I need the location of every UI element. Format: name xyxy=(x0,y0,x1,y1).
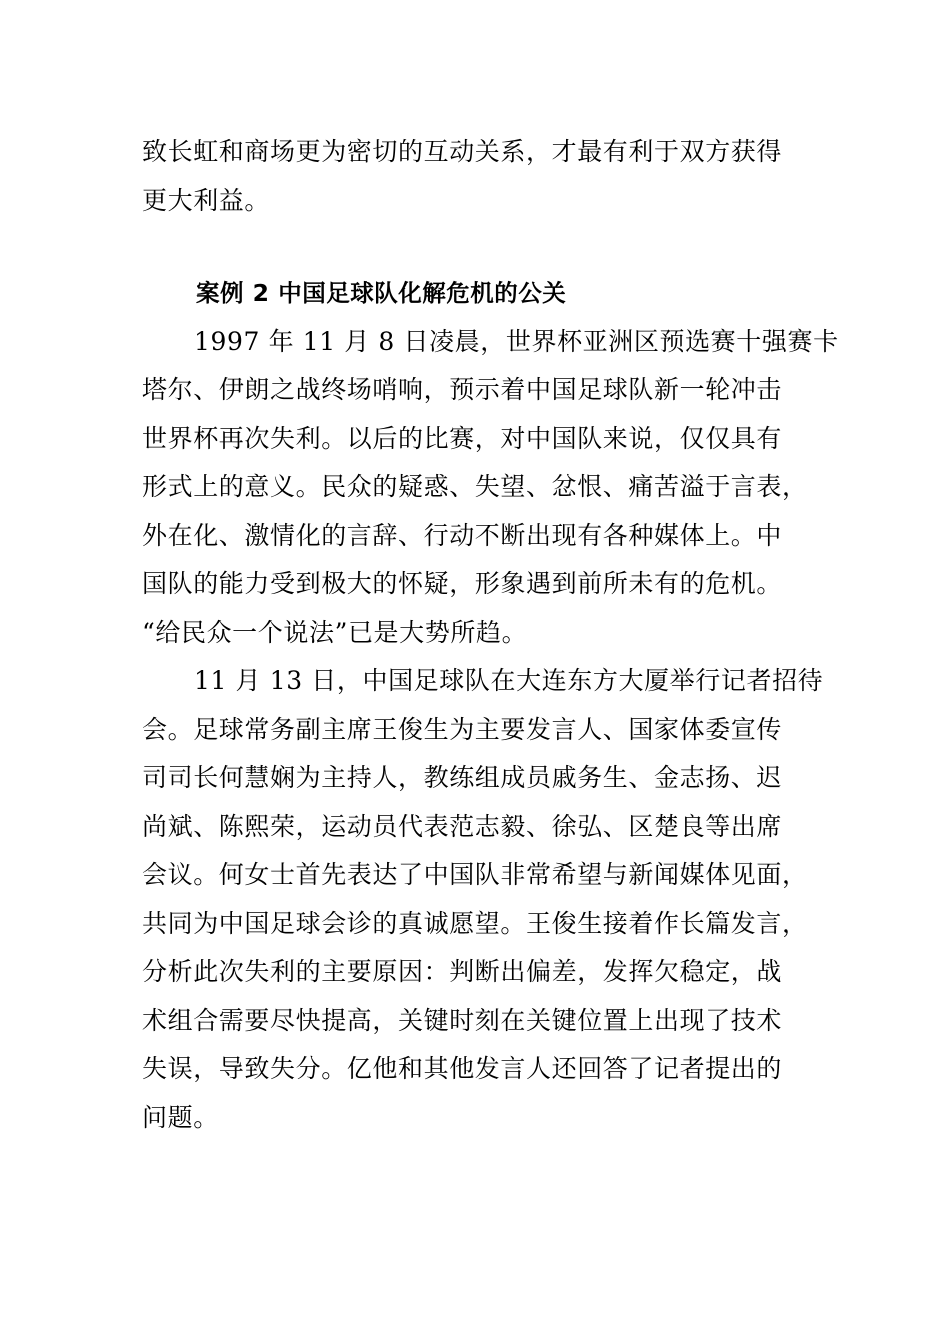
paragraph-line: 术组合需要尽快提高，关键时刻在关键位置上出现了技术 xyxy=(142,1005,783,1035)
paragraph-line: 分析此次失利的主要原因：判断出偏差，发挥欠稳定，战 xyxy=(142,957,783,986)
case-heading: 案例 2 中国足球队化解危机的公关 xyxy=(196,279,567,307)
paragraph-2 xyxy=(142,657,824,1142)
paragraph-line: 共同为中国足球会诊的真诚愿望。王俊生接着作长篇发言， xyxy=(142,908,808,938)
document-body xyxy=(142,128,839,1142)
paragraph-line: 11 月 13 日，中国足球队在大连东方大厦举行记者招待 xyxy=(194,666,824,695)
paragraph-line: 国队的能力受到极大的怀疑，形象遇到前所未有的危机。 xyxy=(142,569,783,598)
carryover-paragraph xyxy=(142,128,808,225)
paragraph-line: 司司长何慧娴为主持人，教练组成员戚务生、金志扬、迟 xyxy=(142,763,783,792)
paragraph-line: 1997 年 11 月 8 日凌晨，世界杯亚洲区预选赛十强赛卡 xyxy=(194,326,839,356)
paragraph-line: 问题。 xyxy=(142,1102,219,1132)
paragraph-line: “给民众一个说法”已是大势所趋。 xyxy=(142,617,528,647)
paragraph-line: 形式上的意义。民众的疑惑、失望、忿恨、痛苦溢于言表， xyxy=(142,472,808,501)
paragraph-line: 失误，导致失分。亿他和其他发言人还回答了记者提出的 xyxy=(142,1054,783,1083)
paragraph-line: 更大利益。 xyxy=(142,185,271,215)
paragraph-line: 尚斌、陈熙荣，运动员代表范志毅、徐弘、区楚良等出席 xyxy=(142,811,783,841)
paragraph-line: 塔尔、伊朗之战终场哨响，预示着中国足球队新一轮冲击 xyxy=(142,375,783,404)
paragraph-line: 会。足球常务副主席王俊生为主要发言人、国家体委宣传 xyxy=(142,714,783,744)
paragraph-line: 世界杯再次失利。以后的比赛，对中国队来说，仅仅具有 xyxy=(142,423,783,453)
paragraph-line: 会议。何女士首先表达了中国队非常希望与新闻媒体见面， xyxy=(142,860,808,889)
paragraph-line: 致长虹和商场更为密切的互动关系，才最有利于双方获得 xyxy=(142,137,783,166)
paragraph-line: 外在化、激情化的言辞、行动不断出现有各种媒体上。中 xyxy=(142,520,783,550)
paragraph-1 xyxy=(142,318,839,658)
